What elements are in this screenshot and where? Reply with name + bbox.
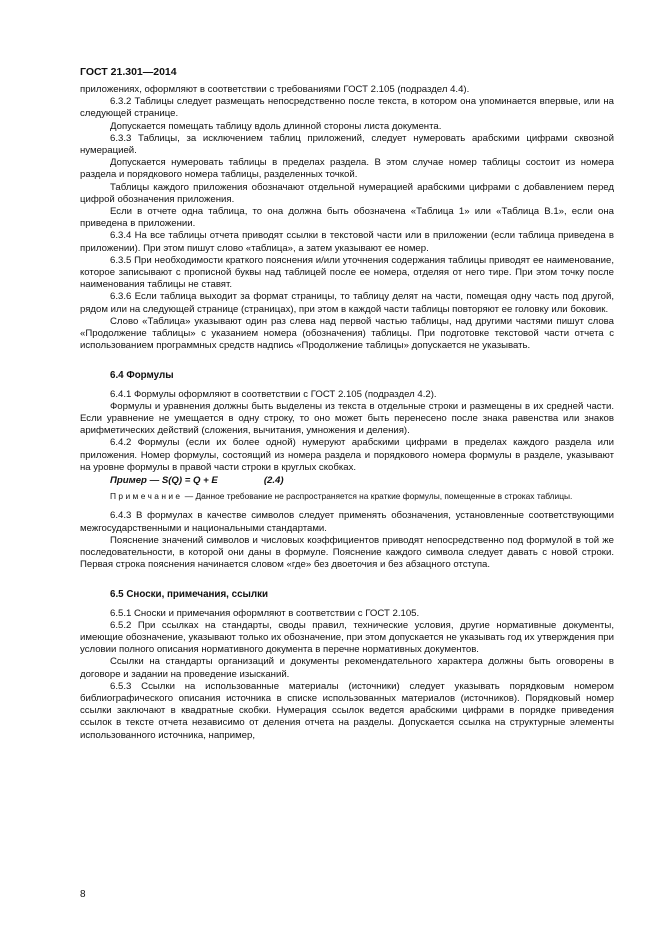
- paragraph: 6.5.1 Сноски и примечания оформляют в соответствии с ГОСТ 2.105.: [110, 607, 420, 619]
- formula-text: Пример — S(Q) = Q + E: [110, 475, 218, 487]
- paragraph: Если в отчете одна таблица, то она должна быть обозначена «Таблица 1» или «Таблица В.1», если она приведена в приложении.: [80, 206, 614, 230]
- paragraph: 6.3.5 При необходимости краткого пояснения и/или уточнения содержания таблицы приводят ее наименование, которое записывают с прописной буквы над таблицей после ее номера, отделяя от него тире. При этом точку после наименования таблицы не ставят.: [80, 254, 614, 291]
- paragraph: приложениях, оформляют в соответствии с требованиями ГОСТ 2.105 (подраздел 4.4).: [80, 84, 470, 95]
- standard-header: ГОСТ 21.301—2014: [80, 66, 177, 78]
- paragraph: 6.3.2 Таблицы следует размещать непосредственно после текста, в котором она упоминается впервые, или на следующей странице.: [80, 96, 614, 120]
- paragraph: Допускается помещать таблицу вдоль длинной стороны листа документа.: [110, 120, 442, 132]
- page-number: 8: [80, 889, 86, 900]
- paragraph: 6.5.3 Ссылки на использованные материалы (источники) следует указывать порядковым номером библиографического описания источника в списке использованных материалов (источников). Порядковый номер ссылки заключают в квадратные скобки. Нумерация ссылок ведется арабскими цифрами в порядке приведения ссылок в тексте отчета независимо от деления отчета на разделы. Допускается ссылка на структурные элементы использованного источника, например,: [80, 680, 614, 741]
- paragraph: Пояснение значений символов и числовых коэффициентов приводят непосредственно под формулой в той же последовательности, в которой они даны в формуле. Пояснение каждого символа следует давать с новой строки. Первая строка пояснения начинается словом «где» без двоеточия и без абзацного отступа.: [80, 534, 614, 571]
- paragraph: 6.3.6 Если таблица выходит за формат страницы, то таблицу делят на части, помещая одну часть под другой, рядом или на следующей странице (страницах), при этом в каждой части таблицы повторяют ее головку или боковик.: [80, 291, 614, 315]
- document-body: [80, 84, 614, 742]
- formula-number: (2.4): [263, 475, 284, 487]
- paragraph: 6.4.3 В формулах в качестве символов следует применять обозначения, установленные соответствующими межгосударственными и национальными стандартами.: [80, 510, 614, 534]
- paragraph: 6.4.1 Формулы оформляют в соответствии с ГОСТ 2.105 (подраздел 4.2).: [110, 388, 437, 400]
- paragraph: Слово «Таблица» указывают один раз слева над первой частью таблицы, над другими частями пишут слова «Продолжение таблицы» с указанием номера (обозначения) таблицы. При подготовке текстовой части отчета с использованием программных средств надпись «Продолжение таблицы» допускается не указывать.: [80, 315, 614, 352]
- paragraph: Формулы и уравнения должны быть выделены из текста в отдельные строки и размещены в их средней части. Если уравнение не умещается в одну строку, то оно может быть перенесено после знака равенства или знаков арифметических действий (сложения, вычитания, умножения и деления).: [80, 400, 614, 437]
- paragraph: Допускается нумеровать таблицы в пределах раздела. В этом случае номер таблицы состоит из номера раздела и порядкового номера таблицы, разделенных точкой.: [80, 157, 614, 181]
- formula-example: [110, 475, 614, 487]
- paragraph: 6.5.2 При ссылках на стандарты, своды правил, технические условия, другие нормативные документы, имеющие обозначение, указывают только их обозначение, при этом допускается не указывать год их утверждения при условии полного описания нормативного документа в перечне нормативных документов.: [80, 619, 614, 656]
- section-heading-formulas: 6.4 Формулы: [110, 370, 174, 382]
- paragraph: 6.3.4 На все таблицы отчета приводят ссылки в текстовой части или в приложении (если таблица приведена в приложении). При этом пишут слово «таблица», а затем указывают ее номер.: [80, 230, 614, 254]
- paragraph: Таблицы каждого приложения обозначают отдельной нумерацией арабскими цифрами с добавлением перед цифрой обозначения приложения.: [80, 181, 614, 205]
- paragraph: 6.4.2 Формулы (если их более одной) нумеруют арабскими цифрами в пределах каждого раздела или приложения. Номер формулы, состоящий из номера раздела и порядкового номера формулы в разделе, указывают на уровне формулы в правой части строки в круглых скобках.: [80, 437, 614, 473]
- section-heading-footnotes: 6.5 Сноски, примечания, ссылки: [110, 589, 269, 601]
- paragraph: 6.3.3 Таблицы, за исключением таблиц приложений, следует нумеровать арабскими цифрами сквозной нумерацией.: [80, 132, 614, 157]
- note-text: — Данное требование не распространяется на краткие формулы, помещенные в строках таблицы.: [182, 491, 573, 502]
- paragraph: Ссылки на стандарты организаций и документы рекомендательного характера должны быть оговорены в договоре и задании на проведение изысканий.: [80, 656, 614, 680]
- note-label: Примечание: [110, 491, 183, 502]
- note: [80, 491, 614, 502]
